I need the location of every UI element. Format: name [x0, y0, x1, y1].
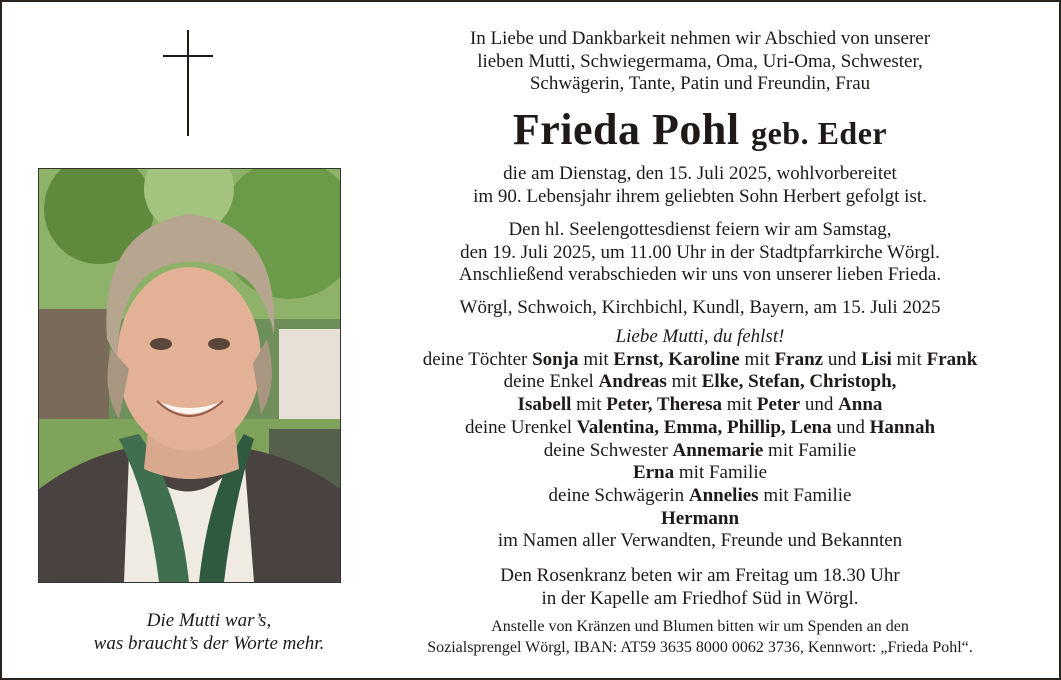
motto: Liebe Mutti, du fehlst!	[615, 326, 785, 347]
donation-line: Anstelle von Kränzen und Blumen bitten wir um Spenden an den	[491, 618, 909, 635]
intro-line: lieben Mutti, Schwiegermama, Oma, Uri-Oma, Schwester,	[477, 50, 923, 72]
death-notice	[380, 163, 1020, 208]
deceased-name	[380, 104, 1020, 159]
service-line: Anschließend verabschieden wir uns von unserer lieben Frieda.	[458, 264, 942, 285]
donation-line: Sozialsprengel Wörgl, IBAN: AT59 3635 8000 0062 3736, Kennwort: „Frieda Pohl“.	[427, 639, 973, 656]
service-info	[380, 219, 1020, 287]
place-date	[380, 297, 1020, 320]
quote-line: was braucht’s der Worte mehr.	[93, 633, 325, 654]
quote-line: Die Mutti war’s,	[146, 610, 272, 631]
intro-line: In Liebe und Dankbarkeit nehmen wir Abschied von unserer	[469, 28, 931, 49]
family-list	[380, 326, 1020, 553]
family-line-great-grandchildren: deine Urenkel Valentina, Emma, Phillip, Lena und Hannah	[464, 416, 936, 438]
family-line-sister-in-law: deine Schwägerin Annelies mit Familie	[548, 484, 852, 506]
family-line-sister: deine Schwester Annemarie mit Familie	[543, 439, 857, 461]
rosary-line: in der Kapelle am Friedhof Süd in Wörgl.	[541, 587, 859, 609]
place-date-line: Wörgl, Schwoich, Kirchbichl, Kundl, Bayern, am 15. Juli 2025	[459, 297, 941, 318]
family-line-grandchildren-2: Isabell mit Peter, Theresa mit Peter und Anna	[517, 394, 883, 416]
intro-text	[380, 28, 1020, 96]
rosary-line: Den Rosenkranz beten wir am Freitag um 18.30 Uhr	[500, 565, 900, 586]
family-line-sister-2: Erna mit Familie	[632, 462, 768, 484]
service-line: Den hl. Seelengottesdienst feiern wir am Samstag,	[508, 219, 892, 240]
death-line: im 90. Lebensjahr ihrem geliebten Sohn Herbert gefolgt ist.	[473, 185, 927, 207]
maiden-name: geb. Eder	[751, 115, 888, 151]
death-line: die am Dienstag, den 15. Juli 2025, wohlvorbereitet	[503, 163, 897, 184]
donation-info	[380, 616, 1020, 658]
intro-line: Schwägerin, Tante, Patin und Freundin, Frau	[529, 73, 871, 94]
full-name: Frieda Pohl	[512, 105, 740, 154]
portrait-photo	[38, 168, 341, 583]
rosary-info	[380, 565, 1020, 610]
family-line-relatives: im Namen aller Verwandten, Freunde und Bekannten	[497, 530, 903, 552]
portrait-quote	[20, 609, 398, 655]
family-line-daughters: deine Töchter Sonja mit Ernst, Karoline mit Franz und Lisi mit Frank	[422, 348, 978, 370]
cross-icon	[163, 30, 213, 136]
family-line-grandchildren: deine Enkel Andreas mit Elke, Stefan, Christoph,	[503, 371, 897, 393]
service-line: den 19. Juli 2025, um 11.00 Uhr in der Stadtpfarrkirche Wörgl.	[460, 241, 940, 263]
family-line-sister-in-law-2: Hermann	[660, 507, 740, 529]
